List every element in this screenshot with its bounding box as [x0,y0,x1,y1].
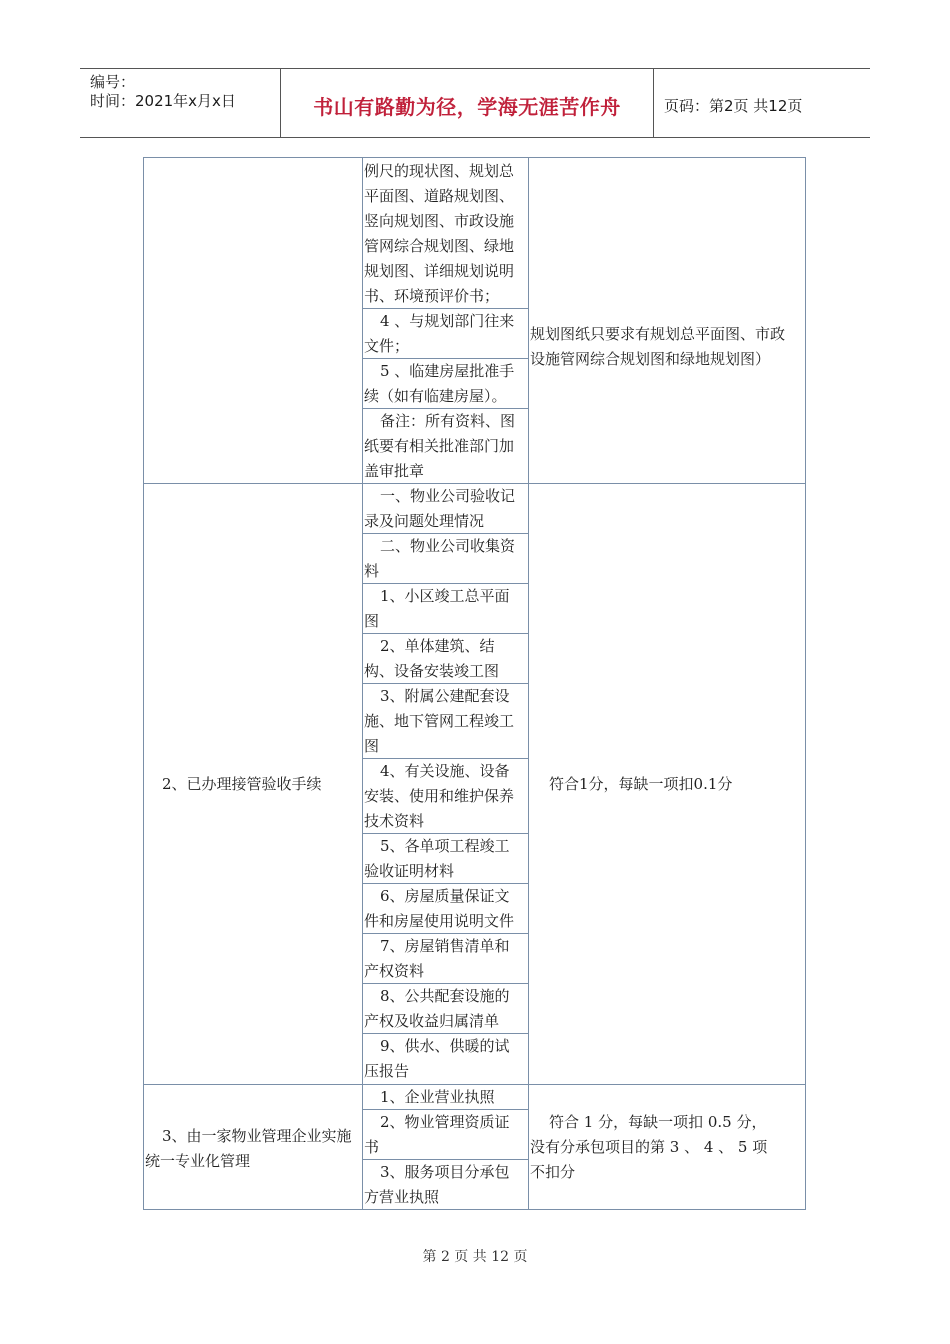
section2-item-8 [364,934,510,984]
cell-line: 规划图纸只要求有规划总平面图、市政 [530,325,786,343]
cell-line: 施、地下管网工程竣工 [364,712,515,730]
section1-criteria-cell [530,322,785,372]
header-page-cell [654,69,870,137]
cell-line: 1、小区竣工总平面 [380,587,510,605]
section2-item-10 [364,1034,510,1084]
page-info: 页码：第2页 共12页 [664,97,803,115]
cell-line: 3、由一家物业管理企业实施 [162,1127,352,1145]
section2-item-0 [364,484,515,534]
cell-line: 书 [364,1138,380,1156]
cell-line: 规划图、详细规划说明 [364,262,515,280]
section3-item-0 [364,1085,495,1110]
cell-line: 3、附属公建配套设 [380,687,510,705]
cell-line: 3、服务项目分承包 [380,1163,510,1181]
cell-line: 构、设备安装竣工图 [364,662,500,680]
cell-line: 纸要有相关批准部门加 [364,437,515,455]
header-meta-cell [80,69,281,137]
cell-line: 录及问题处理情况 [364,512,485,530]
cell-line: 5 、临建房屋批准手 [380,362,515,380]
cell-line: 8、公共配套设施的 [380,987,510,1005]
section2-item-2 [364,584,510,634]
cell-line: 2、物业管理资质证 [380,1113,510,1131]
section2-item-9 [364,984,510,1034]
cell-line: 7、房屋销售清单和 [380,937,510,955]
section2-item-6 [364,834,510,884]
cell-line: 盖审批章 [364,462,425,480]
col-divider-2 [528,157,529,1210]
section1-item5-cell [364,359,514,409]
section3-criteria [530,1110,767,1185]
cell-line: 备注：所有资料、图 [380,412,516,430]
cell-line: 2、单体建筑、结 [380,637,495,655]
cell-line: 1、企业营业执照 [380,1088,495,1106]
cell-line: 管网综合规划图、绿地 [364,237,515,255]
section3-item-2 [364,1160,510,1210]
section2-item-4 [364,684,514,759]
section2-label: 2、已办理接管验收手续 [162,775,322,793]
cell-line: 料 [364,562,380,580]
section2-item-7 [364,884,514,934]
page-footer: 第 2 页 共 12 页 [422,1249,528,1265]
cell-line: 图 [364,737,380,755]
section2-item-3 [364,634,499,684]
cell-line: 技术资料 [364,812,425,830]
cell-line: 没有分承包项目的第 3 、 4 、 5 项 [530,1138,768,1156]
cell-line: 不扣分 [530,1163,576,1181]
section3-item-1 [364,1110,510,1160]
cell-line: 产权及收益归属清单 [364,1012,500,1030]
section2-item-1 [364,534,515,584]
section2-criteria: 符合1分，每缺一项扣0.1分 [549,775,733,793]
cell-line: 文件； [364,337,410,355]
cell-line: 5、各单项工程竣工 [380,837,510,855]
cell-line: 符合 1 分，每缺一项扣 0.5 分， [549,1113,767,1131]
cell-line: 方营业执照 [364,1188,440,1206]
section1-note-cell [364,409,515,484]
section2-item-5 [364,759,514,834]
section3-label [145,1124,352,1174]
cell-line: 图 [364,612,380,630]
cell-line: 竖向规划图、市政设施 [364,212,515,230]
cell-line: 压报告 [364,1062,410,1080]
cell-line: 4、有关设施、设备 [380,762,510,780]
cell-line: 件和房屋使用说明文件 [364,912,515,930]
header-motto-cell [281,69,654,137]
cell-line: 设施管网综合规划图和绿地规划图） [530,350,771,368]
cell-line: 书、环境预评价书； [364,287,500,305]
section1-item4-cell [364,309,514,359]
cell-line: 4 、与规划部门往来 [380,312,515,330]
cell-line: 平面图、道路规划图、 [364,187,515,205]
page-header [80,68,870,138]
cell-line: 验收证明材料 [364,862,455,880]
time-label: 时间：2021年x月x日 [90,92,236,110]
cell-line: 统一专业化管理 [145,1152,251,1170]
cell-line: 6、房屋质量保证文 [380,887,510,905]
cell-line: 二、物业公司收集资 [380,537,516,555]
section1-docs-cell [364,159,514,309]
number-label: 编号： [90,73,136,91]
cell-line: 续（如有临建房屋）。 [364,387,507,405]
cell-line: 例尺的现状图、规划总 [364,162,515,180]
cell-line: 安装、使用和维护保养 [364,787,515,805]
cell-line: 产权资料 [364,962,425,980]
cell-line: 一、物业公司验收记 [380,487,516,505]
motto-text: 书山有路勤为径，学海无涯苦作舟 [313,95,621,119]
cell-line: 9、供水、供暖的试 [380,1037,510,1055]
